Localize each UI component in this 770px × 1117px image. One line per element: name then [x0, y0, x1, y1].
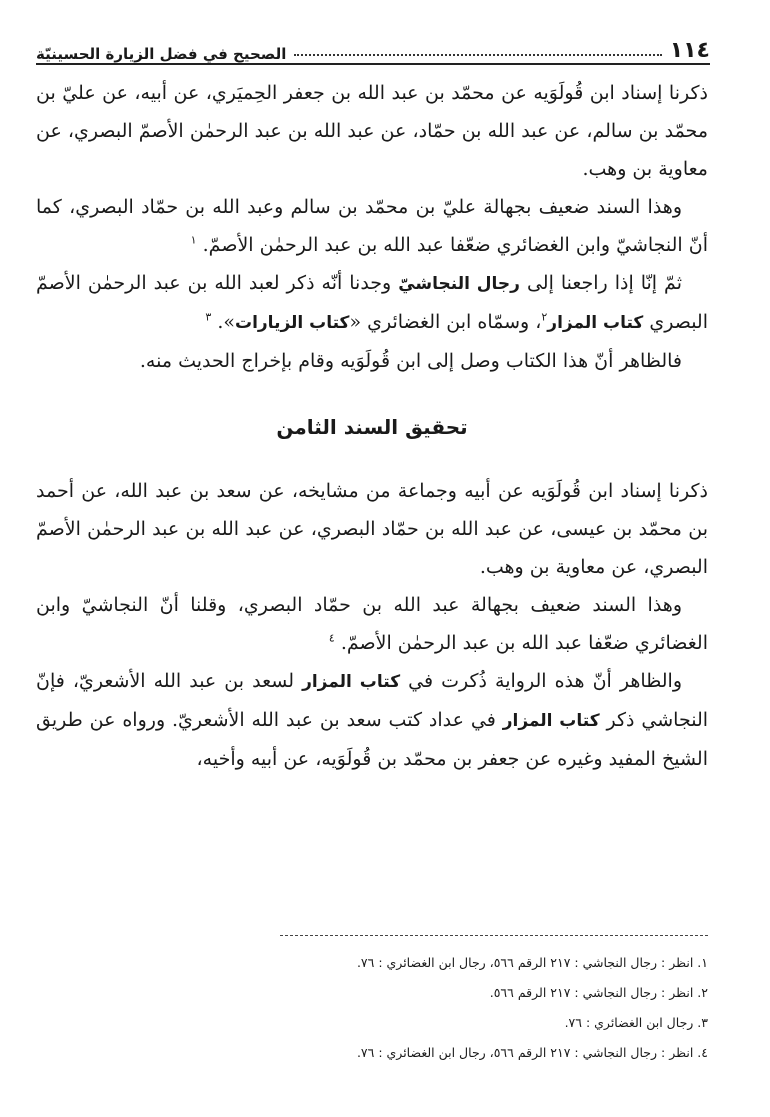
header-dotted-leader	[294, 54, 661, 56]
paragraph-1: ذكرنا إسناد ابن قُولَوَيه عن محمّد بن عبد الله بن جعفر الحِميَري، عن أبيه، عن عليّ بن محمّد بن سالم، عن عبد الله بن حمّاد، عن عبد الله بن عبد الرحمٰن الأصمّ البصري، عن معاوية بن وهب.	[36, 82, 708, 180]
paragraph-6-text: وهذا السند ضعيف بجهالة عبد الله بن حمّاد البصري، وقلنا أنّ النجاشيّ وابن الغضائري ضعّفا عبد الله بن عبد الرحمٰن الأصمّ.	[36, 594, 708, 654]
header-rule	[36, 63, 710, 65]
running-title: الصحيح في فضل الزيارة الحسينيّة	[36, 45, 287, 63]
footnote-1: ١. انظر : رجال النجاشي : ٢١٧ الرقم ٥٦٦، رجال ابن الغضائري : ٧٦.	[356, 955, 708, 970]
paragraph-7-text-c: في عداد كتب سعد بن عبد الله الأشعريّ. ورواه عن طريق الشيخ المفيد وغيره عن جعفر بن محمّد بن قُولَوَيه، عن أبيه وأخيه،	[36, 709, 708, 770]
section-heading: تحقيق السند الثامن	[276, 415, 468, 439]
page-number: ١١٤	[669, 38, 710, 63]
book-title-kitab-al-mazar: كتاب المزار	[547, 313, 644, 333]
paragraph-7-text-a: والظاهر أنّ هذه الرواية ذُكرت في	[408, 670, 682, 692]
paragraph-2-text: وهذا السند ضعيف بجهالة عليّ بن محمّد بن سالم وعبد الله بن حمّاد البصري، كما أنّ النجاشيّ وابن الغضائري ضعّفا عبد الله بن عبد الرحمٰن الأصمّ.	[36, 196, 708, 256]
footnote-separator	[280, 935, 708, 936]
paragraph-3-text-c: ، وسمّاه ابن الغضائري «	[349, 311, 542, 333]
paragraph-6	[36, 586, 708, 662]
paragraph-7-text-b: لسعد بن عبد الله الأشعريّ، فإنّ النجاشي ذكر	[36, 670, 709, 731]
footnote-ref-4: ٤	[328, 631, 335, 645]
footnote-3: ٣. رجال ابن الغضائري : ٧٦.	[564, 1015, 708, 1030]
footnote-4: ٤. انظر : رجال النجاشي : ٢١٧ الرقم ٥٦٦، رجال ابن الغضائري : ٧٦.	[356, 1045, 708, 1060]
paragraph-3-text-b: وجدنا أنّه ذكر لعبد الله بن عبد الرحمٰن الأصمّ البصري	[36, 272, 708, 333]
page-header	[36, 26, 710, 62]
footnote-ref-3: ٣	[205, 310, 212, 324]
book-title-kitab-al-ziyarat: كتاب الزيارات	[234, 313, 350, 333]
book-title-rijal-najashi: رجال النجاشيّ	[398, 274, 520, 294]
main-text	[36, 74, 708, 778]
paragraph-3-text-d: ».	[217, 311, 235, 333]
footnote-2: ٢. انظر : رجال النجاشي : ٢١٧ الرقم ٥٦٦.	[489, 985, 708, 1000]
paragraph-5: ذكرنا إسناد ابن قُولَوَيه عن أبيه وجماعة من مشايخه، عن سعد بن عبد الله، عن أحمد بن محمّد بن عيسى، عن عبد الله بن حمّاد البصري، عن عبد الله بن عبد الرحمٰن الأصمّ البصري، عن معاوية بن وهب.	[36, 480, 708, 578]
paragraph-4: فالظاهر أنّ هذا الكتاب وصل إلى ابن قُولَوَيه وقام بإخراج الحديث منه.	[139, 350, 682, 372]
footnote-ref-1: ١	[190, 233, 197, 247]
paragraph-2	[36, 188, 708, 264]
book-title-kitab-al-mazar-2: كتاب المزار	[302, 672, 401, 692]
paragraph-3-text-a: ثمّ إنّا إذا راجعنا إلى	[526, 272, 682, 294]
footnote-ref-2: ٢	[541, 310, 548, 324]
paragraph-3	[36, 264, 708, 342]
book-title-kitab-al-mazar-3: كتاب المزار	[502, 711, 600, 731]
paragraph-7	[36, 662, 708, 778]
footnotes	[240, 948, 708, 1068]
